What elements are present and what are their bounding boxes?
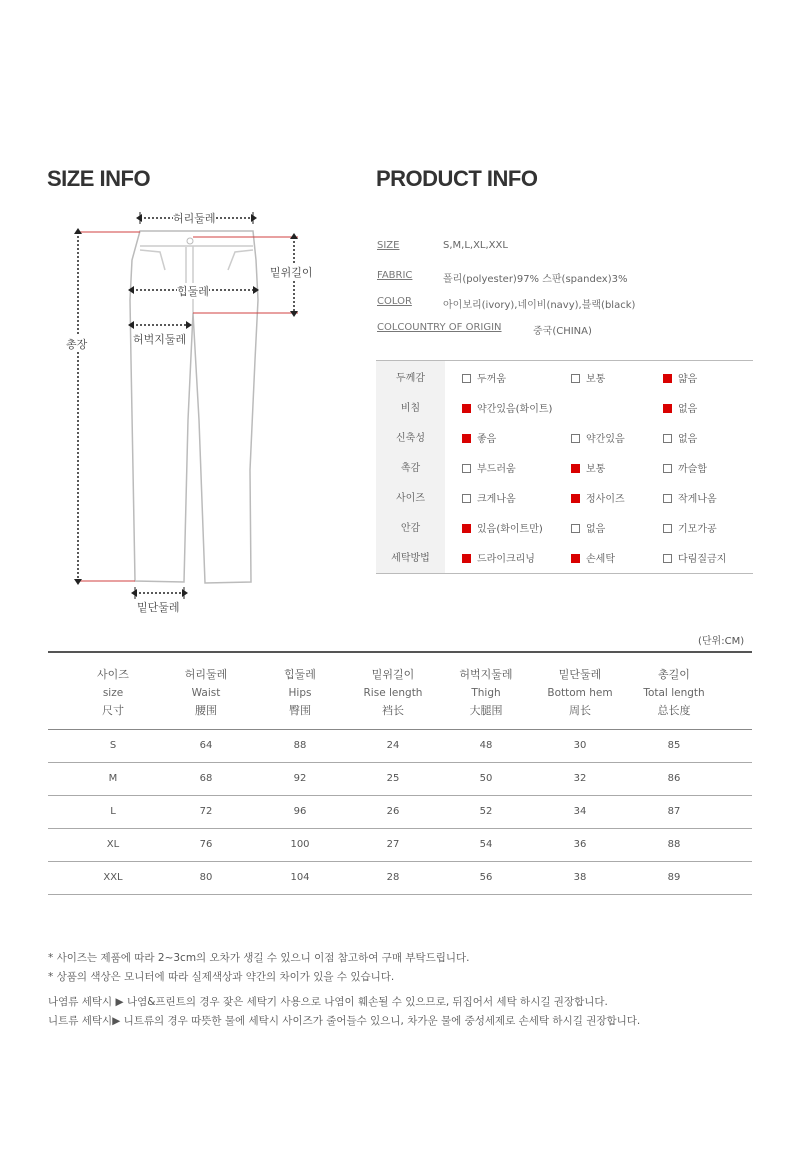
attribute-option [663, 400, 697, 415]
product-info-row [377, 240, 508, 251]
attribute-row [376, 511, 753, 541]
measure-cell: 68 [199, 773, 213, 784]
attribute-option-text: 까슬함 [678, 464, 707, 475]
product-info-key: FABRIC [377, 270, 413, 281]
checked-box-icon [571, 494, 580, 503]
measure-cell: 36 [573, 839, 587, 850]
checked-box-icon [462, 404, 471, 413]
attribute-option-text: 기모가공 [678, 524, 717, 535]
button-icon [187, 238, 193, 244]
product-info-row [377, 270, 628, 285]
attribute-option [462, 550, 535, 565]
header-ko: 허벅지둘레 [459, 668, 513, 681]
measure-cell: 28 [386, 872, 400, 883]
size-cell: XXL [103, 872, 123, 883]
unchecked-box-icon [663, 494, 672, 503]
attribute-option-text: 있음(화이트만) [477, 524, 543, 535]
header-en: Thigh [471, 687, 501, 699]
product-info-title: PRODUCT INFO [376, 166, 538, 191]
print-wash-note: 나염류 세탁시 ▶ 나염&프린트의 경우 잦은 세탁기 사용으로 나염이 훼손될 수 있으므로, 뒤집어서 세탁 하시길 권장합니다. [48, 996, 608, 1008]
measure-cell: 30 [573, 740, 587, 751]
product-info-value: 아이보리(ivory),네이비(navy),블랙(black) [443, 300, 636, 311]
attribute-option [663, 520, 717, 535]
attribute-option-text: 없음 [586, 524, 606, 535]
product-info-row [377, 296, 636, 311]
measure-cell: 50 [479, 773, 493, 784]
attribute-option-text: 보통 [586, 464, 606, 475]
size-table-header-cell [63, 666, 163, 720]
checked-box-icon [571, 464, 580, 473]
measure-cell: 80 [199, 872, 213, 883]
attribute-option [663, 370, 697, 385]
product-info-value: 중국(CHINA) [533, 326, 592, 337]
attribute-label: 두께감 [396, 373, 425, 384]
table-row [48, 730, 752, 763]
attribute-option [462, 370, 506, 385]
measure-cell: 56 [479, 872, 493, 883]
checked-box-icon [663, 374, 672, 383]
header-zh: 总长度 [657, 704, 691, 717]
attribute-label: 촉감 [400, 463, 421, 474]
checked-box-icon [462, 434, 471, 443]
measure-cell: 88 [293, 740, 307, 751]
table-row [48, 862, 752, 895]
header-en: Rise length [363, 687, 423, 699]
unchecked-box-icon [571, 374, 580, 383]
attribute-label: 사이즈 [396, 493, 425, 504]
header-en: Hips [288, 687, 312, 699]
measure-cell: 32 [573, 773, 587, 784]
size-table [48, 651, 752, 895]
rise-label: 밑위길이 [270, 266, 313, 279]
attribute-option [571, 550, 615, 565]
attribute-label: 안감 [400, 523, 421, 534]
header-en: size [102, 687, 124, 699]
measure-cell: 88 [667, 839, 681, 850]
size-table-header-cell [250, 666, 350, 720]
waist-label: 허리둘레 [173, 212, 216, 225]
attribute-option [571, 490, 625, 505]
product-info-row [377, 322, 592, 337]
product-info-value: 폴리(polyester)97% 스판(spandex)3% [443, 274, 628, 285]
attribute-option [663, 430, 697, 445]
header-ko: 밑단둘레 [558, 668, 602, 681]
hip-label: 힙둘레 [177, 285, 209, 298]
header-ko: 허리둘레 [184, 668, 228, 681]
attribute-row [376, 391, 753, 421]
header-en: Waist [191, 687, 221, 699]
measure-cell: 85 [667, 740, 681, 751]
attribute-option [571, 370, 605, 385]
fabric-attribute-table [376, 360, 753, 574]
attribute-row [376, 481, 753, 511]
color-note: * 상품의 색상은 모니터에 따라 실제색상과 약간의 차이가 있을 수 있습니다. [48, 971, 395, 983]
measure-cell: 100 [290, 839, 310, 850]
attribute-option-text: 정사이즈 [586, 494, 625, 505]
attribute-option-text: 부드러움 [477, 464, 516, 475]
header-ko: 사이즈 [97, 668, 129, 681]
attribute-option-text: 없음 [678, 434, 698, 445]
attribute-option-text: 약간있음(화이트) [477, 404, 553, 415]
size-table-body [48, 730, 752, 895]
attribute-option [571, 460, 605, 475]
attribute-row [376, 421, 753, 451]
thigh-label: 허벅지둘레 [133, 333, 187, 346]
attribute-option [571, 430, 625, 445]
header-zh: 臀围 [289, 704, 311, 717]
measure-cell: 76 [199, 839, 213, 850]
unit-label: (단위:CM) [698, 636, 745, 647]
attribute-option-text: 없음 [678, 404, 698, 415]
attribute-option [663, 490, 717, 505]
attribute-option [462, 430, 496, 445]
measure-cell: 24 [386, 740, 400, 751]
attribute-label: 비침 [400, 403, 421, 414]
header-ko: 밑위길이 [371, 668, 415, 681]
header-zh: 腰围 [195, 704, 217, 717]
header-zh: 裆长 [382, 704, 404, 717]
knit-wash-note: 니트류 세탁시▶ 니트류의 경우 따뜻한 물에 세탁시 사이즈가 줄어들수 있으니, 차가운 물에 중성세제로 손세탁 하시길 권장합니다. [48, 1015, 641, 1027]
measure-cell: 87 [667, 806, 681, 817]
total-length-label: 총장 [66, 338, 88, 351]
header-zh: 周长 [569, 704, 591, 717]
product-info-key: COLOR [377, 296, 412, 307]
header-zh: 大腿围 [469, 704, 503, 717]
attribute-row [376, 541, 753, 571]
attribute-option [462, 460, 516, 475]
measure-cell: 64 [199, 740, 213, 751]
attribute-option [663, 460, 707, 475]
measure-cell: 54 [479, 839, 493, 850]
size-table-header [48, 653, 752, 730]
unchecked-box-icon [462, 374, 471, 383]
size-cell: L [110, 806, 116, 817]
header-en: Total length [643, 687, 705, 699]
size-info-title: SIZE INFO [47, 166, 151, 191]
header-ko: 힙둘레 [284, 668, 316, 681]
table-row [48, 829, 752, 862]
attribute-row [376, 451, 753, 481]
attribute-option-text: 다림질금지 [678, 554, 727, 565]
unchecked-box-icon [571, 524, 580, 533]
unchecked-box-icon [663, 524, 672, 533]
size-cell: S [109, 740, 117, 751]
measure-cell: 96 [293, 806, 307, 817]
size-table-header-cell [436, 666, 536, 720]
table-row [48, 796, 752, 829]
table-row [48, 763, 752, 796]
measure-cell: 48 [479, 740, 493, 751]
measure-cell: 104 [290, 872, 310, 883]
header-ko: 총길이 [658, 668, 690, 681]
attribute-label: 신축성 [396, 433, 425, 444]
attribute-option [571, 520, 605, 535]
attribute-option [462, 490, 516, 505]
measure-cell: 92 [293, 773, 307, 784]
size-table-header-cell [530, 666, 630, 720]
attribute-option-text: 두꺼움 [477, 374, 506, 385]
size-cell: M [108, 773, 118, 784]
checked-box-icon [571, 554, 580, 563]
hem-label: 밑단둘레 [137, 601, 180, 614]
size-table-header-cell [343, 666, 443, 720]
checked-box-icon [663, 404, 672, 413]
measure-cell: 86 [667, 773, 681, 784]
unchecked-box-icon [663, 464, 672, 473]
attribute-option-text: 좋음 [477, 434, 497, 445]
measure-cell: 72 [199, 806, 213, 817]
attribute-option-text: 얇음 [678, 374, 698, 385]
unchecked-box-icon [663, 554, 672, 563]
header-zh: 尺寸 [102, 704, 124, 717]
checked-box-icon [462, 524, 471, 533]
measure-cell: 25 [386, 773, 400, 784]
attribute-option-text: 드라이크리닝 [477, 554, 535, 565]
product-info-key: SIZE [377, 240, 400, 251]
checked-box-icon [462, 554, 471, 563]
product-info-key: COLCOUNTRY OF ORIGIN [377, 322, 502, 333]
unchecked-box-icon [462, 494, 471, 503]
measure-cell: 89 [667, 872, 681, 883]
measure-cell: 52 [479, 806, 493, 817]
measure-cell: 34 [573, 806, 587, 817]
attribute-option [462, 400, 552, 415]
attribute-option [462, 520, 543, 535]
attribute-option-text: 작게나옴 [678, 494, 717, 505]
size-note: * 사이즈는 제품에 따라 2~3cm의 오차가 생길 수 있으니 이점 참고하여 구매 부탁드립니다. [48, 952, 470, 964]
attribute-row [376, 361, 753, 391]
unchecked-box-icon [663, 434, 672, 443]
unchecked-box-icon [571, 434, 580, 443]
header-en: Bottom hem [547, 687, 613, 699]
measure-cell: 27 [386, 839, 400, 850]
product-info-value: S,M,L,XL,XXL [443, 240, 508, 251]
measure-cell: 26 [386, 806, 400, 817]
attribute-option-text: 손세탁 [586, 554, 615, 565]
attribute-option-text: 크게나옴 [477, 494, 516, 505]
measure-cell: 38 [573, 872, 587, 883]
attribute-option [663, 550, 726, 565]
attribute-option-text: 보통 [586, 374, 606, 385]
size-table-header-cell [156, 666, 256, 720]
size-cell: XL [106, 839, 120, 850]
attribute-label: 세탁방법 [391, 553, 430, 564]
attribute-option-text: 약간있음 [586, 434, 625, 445]
unchecked-box-icon [462, 464, 471, 473]
size-table-header-cell [624, 666, 724, 720]
